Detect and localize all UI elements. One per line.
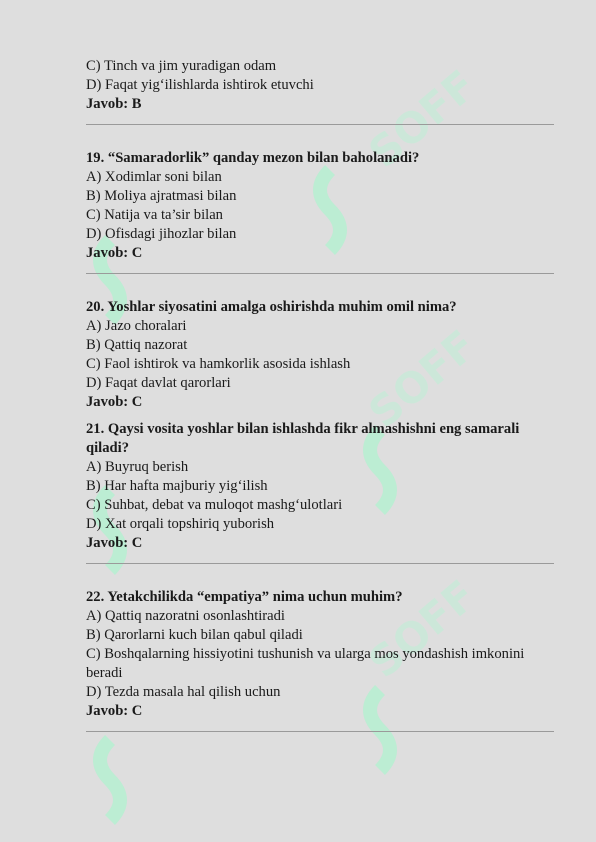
option-a: A) Xodimlar soni bilan: [86, 169, 222, 185]
option-a: A) Jazo choralari: [86, 318, 187, 334]
question-title: 22. Yetakchilikda “empatiya” nima uchun muhim?: [86, 589, 403, 605]
answer: Javob: C: [86, 703, 143, 719]
question-block-19: [86, 149, 554, 274]
question-title: 21. Qaysi vosita yoshlar bilan ishlashda fikr almashishni eng samarali qiladi?: [86, 421, 520, 456]
question-block-20: [86, 298, 554, 412]
question-title: 19. “Samaradorlik” qanday mezon bilan baholanadi?: [86, 150, 420, 166]
question-title: 20. Yoshlar siyosatini amalga oshirishda muhim omil nima?: [86, 299, 457, 315]
answer: Javob: C: [86, 245, 143, 261]
divider: [86, 731, 554, 732]
option-c: C) Tinch va jim yuradigan odam: [86, 58, 277, 74]
watermark-text: SOFF: [359, 60, 486, 178]
answer: Javob: B: [86, 96, 142, 112]
option-c: C) Boshqalarning hissiyotini tushunish va ularga mos yondashish imkonini beradi: [86, 646, 525, 681]
answer: Javob: C: [86, 394, 143, 410]
option-c: C) Suhbat, debat va muloqot mashg‘ulotlari: [86, 497, 343, 513]
option-b: B) Moliya ajratmasi bilan: [86, 188, 237, 204]
question-block-21: [86, 420, 554, 564]
quiz-content: [86, 57, 554, 732]
watermark-text: SOFF: [359, 320, 486, 438]
option-d: D) Faqat davlat qarorlari: [86, 375, 231, 391]
option-c: C) Natija va ta’sir bilan: [86, 207, 223, 223]
option-b: B) Qarorlarni kuch bilan qabul qiladi: [86, 627, 303, 643]
option-d: D) Ofisdagi jihozlar bilan: [86, 226, 237, 242]
watermark-text: SOFF: [359, 570, 486, 688]
option-a: A) Buyruq berish: [86, 459, 189, 475]
option-d: D) Faqat yig‘ilishlarda ishtirok etuvchi: [86, 77, 314, 93]
option-b: B) Qattiq nazorat: [86, 337, 188, 353]
answer: Javob: C: [86, 535, 143, 551]
option-c: C) Faol ishtirok va hamkorlik asosida ishlash: [86, 356, 351, 372]
option-d: D) Tezda masala hal qilish uchun: [86, 684, 281, 700]
question-block-18-tail: [86, 57, 554, 125]
option-a: A) Qattiq nazoratni osonlashtiradi: [86, 608, 285, 624]
option-b: B) Har hafta majburiy yig‘ilish: [86, 478, 268, 494]
question-block-22: [86, 588, 554, 732]
watermark-mark-6: [100, 740, 120, 820]
option-d: D) Xat orqali topshiriq yuborish: [86, 516, 275, 532]
